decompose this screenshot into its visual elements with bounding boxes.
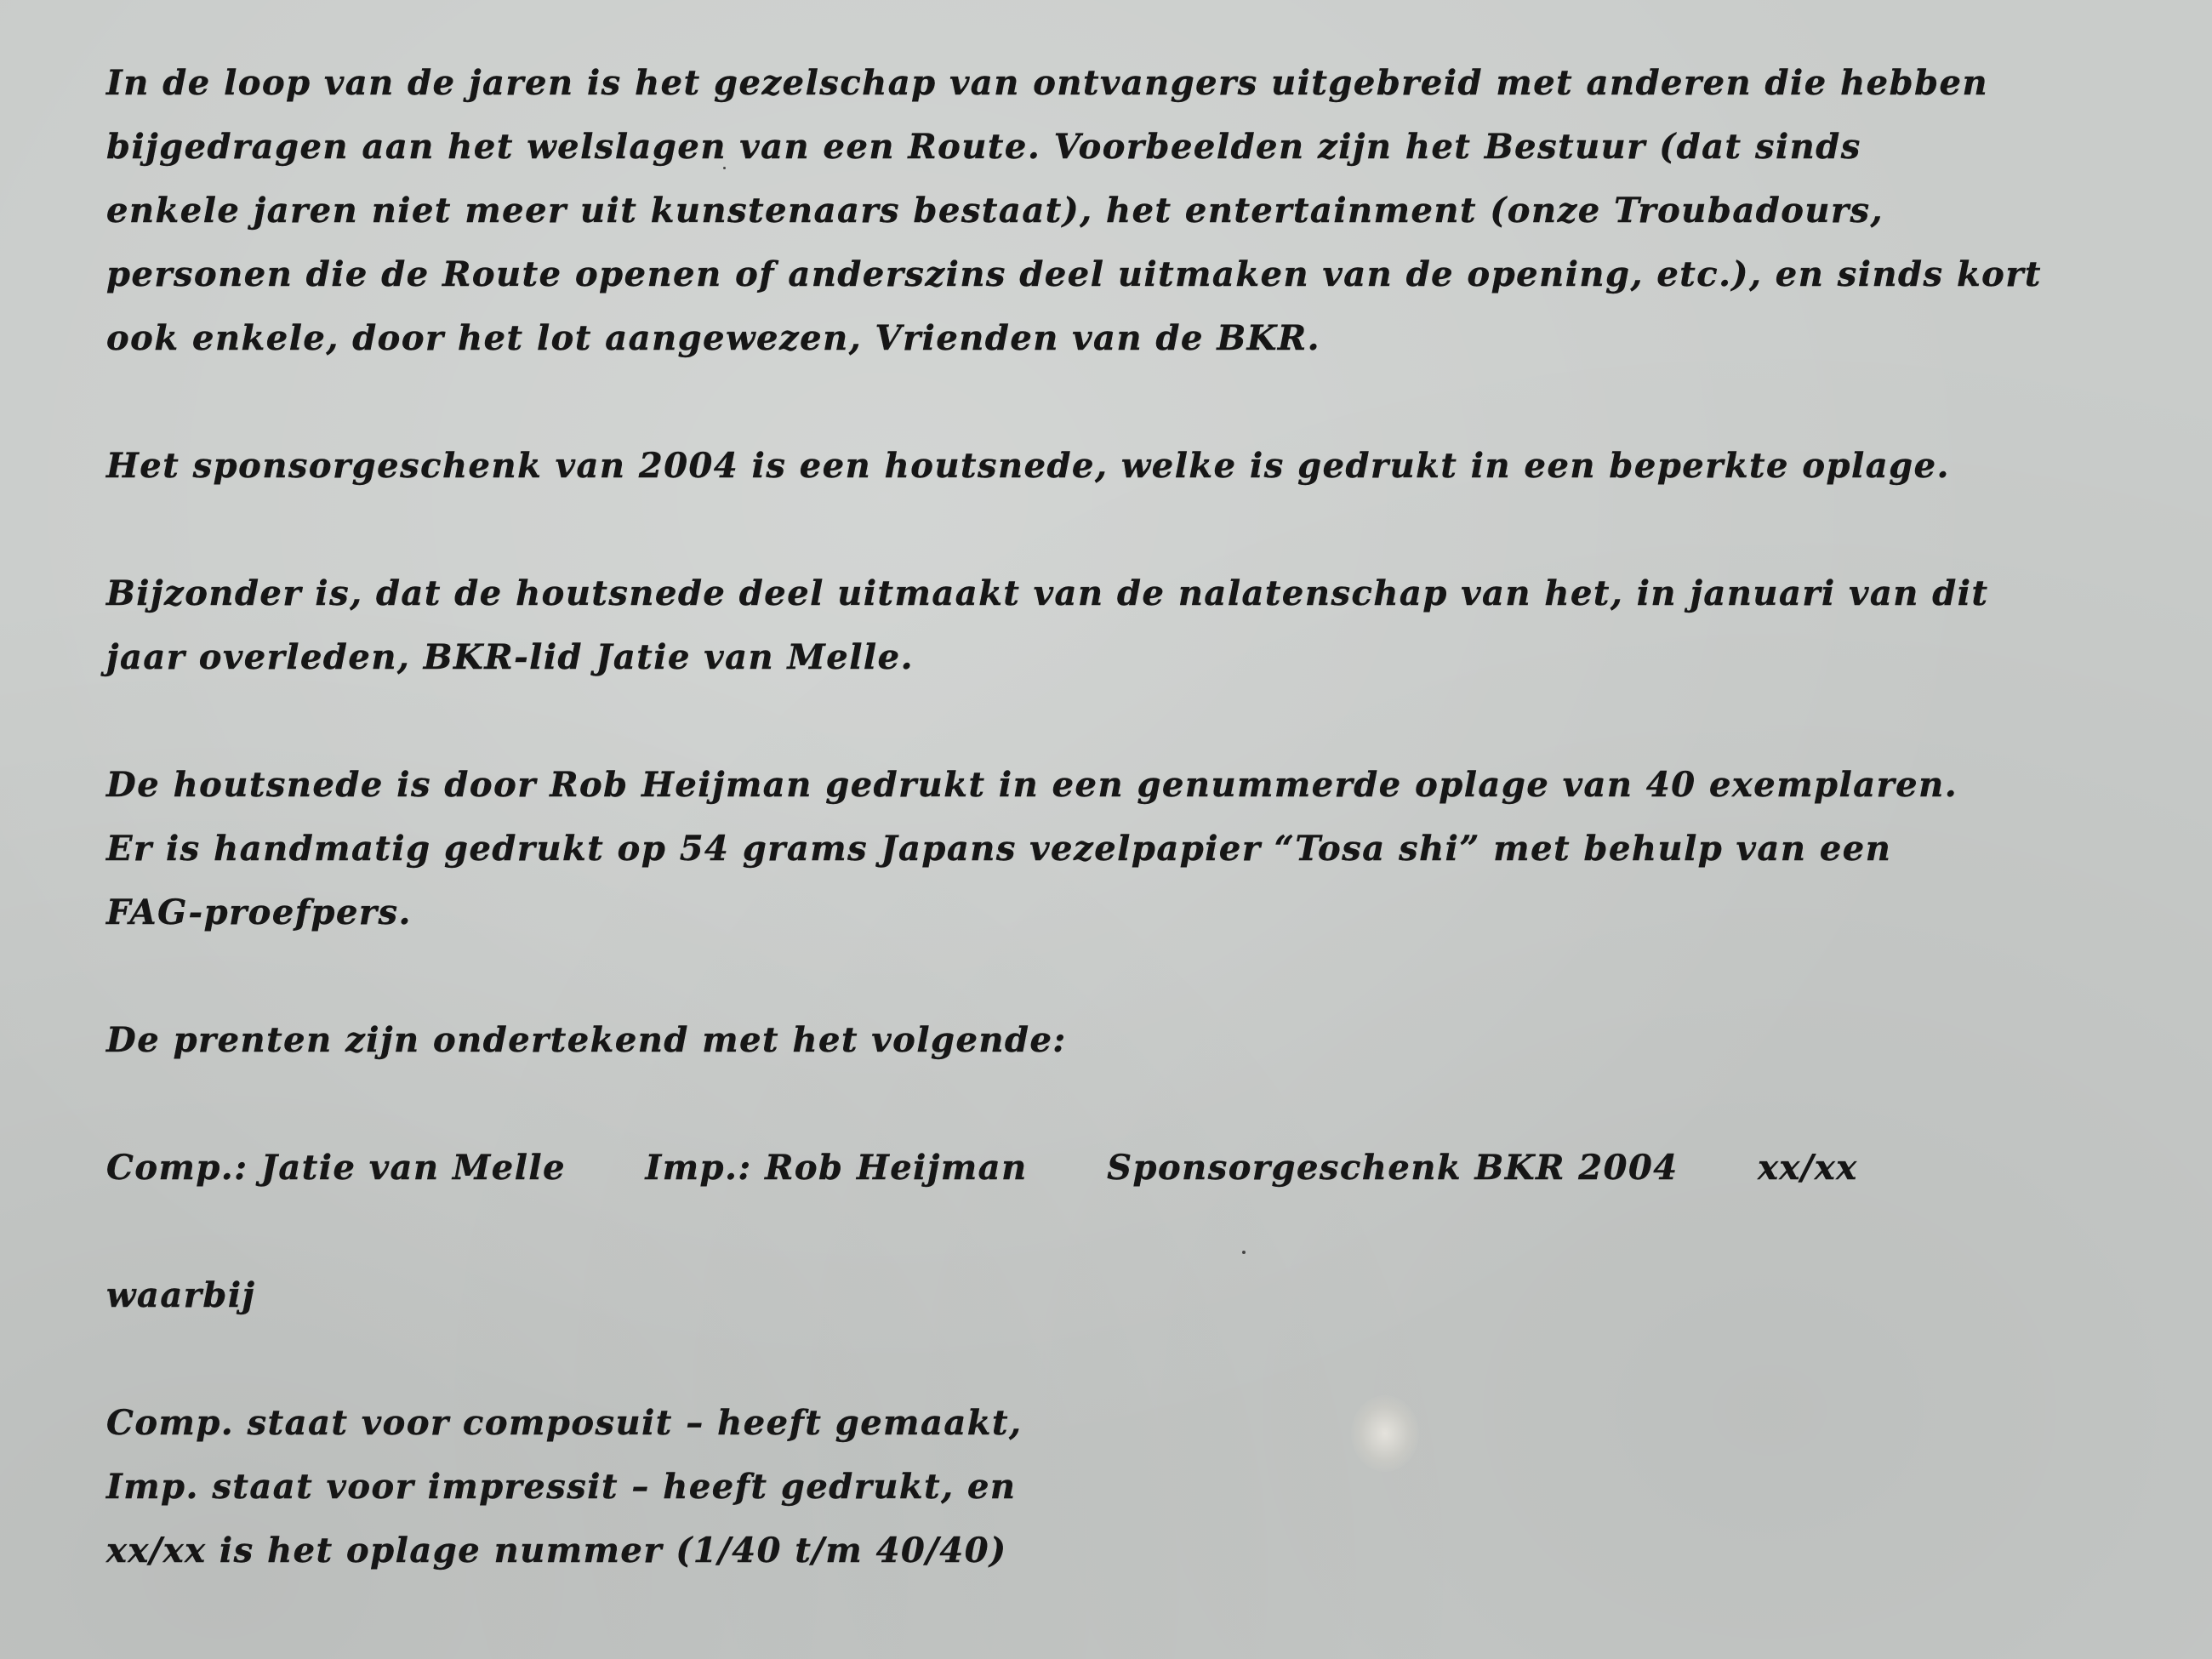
signature-example [106,1136,2097,1200]
text-line: FAG-proefpers. [106,892,412,932]
paragraph-printing [106,753,2097,944]
text-line: In de loop van de jaren is het gezelschap van ontvangers uitgebreid met anderen die hebben [106,63,1989,103]
legend-block [106,1391,2097,1582]
paragraph-signed-with [106,1008,2097,1072]
text-line: waarbij [106,1275,256,1315]
text-line: ook enkele, door het lot aangewezen, Vrienden van de BKR. [106,318,1321,358]
paragraph-legacy [106,562,2097,689]
text-line: Er is handmatig gedrukt op 54 grams Japans vezelpapier “Tosa shi” met behulp van een [106,829,1892,869]
legend-line: xx/xx is het oplage nummer (1/40 t/m 40/40) [106,1531,1007,1571]
text-line: bijgedragen aan het welslagen van een Route. Voorbeelden zijn het Bestuur (dat sinds [106,127,1861,167]
text-line: personen die de Route openen of anderszins deel uitmaken van de opening, etc.), en sinds kort [106,254,2042,294]
paragraph-recipients [106,51,2097,370]
signature-imp: Imp.: Rob Heijman [645,1148,1028,1188]
text-line: Het sponsorgeschenk van 2004 is een houtsnede, welke is gedrukt in een beperkte oplage. [106,446,1950,486]
text-line: De houtsnede is door Rob Heijman gedrukt in een genummerde oplage van 40 exemplaren. [106,765,1958,805]
text-line: Bijzonder is, dat de houtsnede deel uitmaakt van de nalatenschap van het, in januari van dit [106,573,1989,613]
legend-line: Imp. staat voor impressit – heeft gedrukt, en [106,1467,1017,1507]
signature-sponsor: Sponsorgeschenk BKR 2004 [1107,1148,1679,1188]
text-line: jaar overleden, BKR-lid Jatie van Melle. [106,637,915,677]
document-text [106,51,2097,1646]
signature-comp: Comp.: Jatie van Melle [106,1148,567,1188]
text-line: De prenten zijn ondertekend met het volgende: [106,1020,1067,1060]
paragraph-waarbij [106,1263,2097,1327]
signature-line [106,1136,2097,1200]
text-line: enkele jaren niet meer uit kunstenaars bestaat), het entertainment (onze Troubadours, [106,191,1884,231]
signature-number: xx/xx [1758,1148,1858,1188]
paragraph-sponsor-gift [106,434,2097,498]
legend-line: Comp. staat voor composuit – heeft gemaakt, [106,1403,1023,1443]
